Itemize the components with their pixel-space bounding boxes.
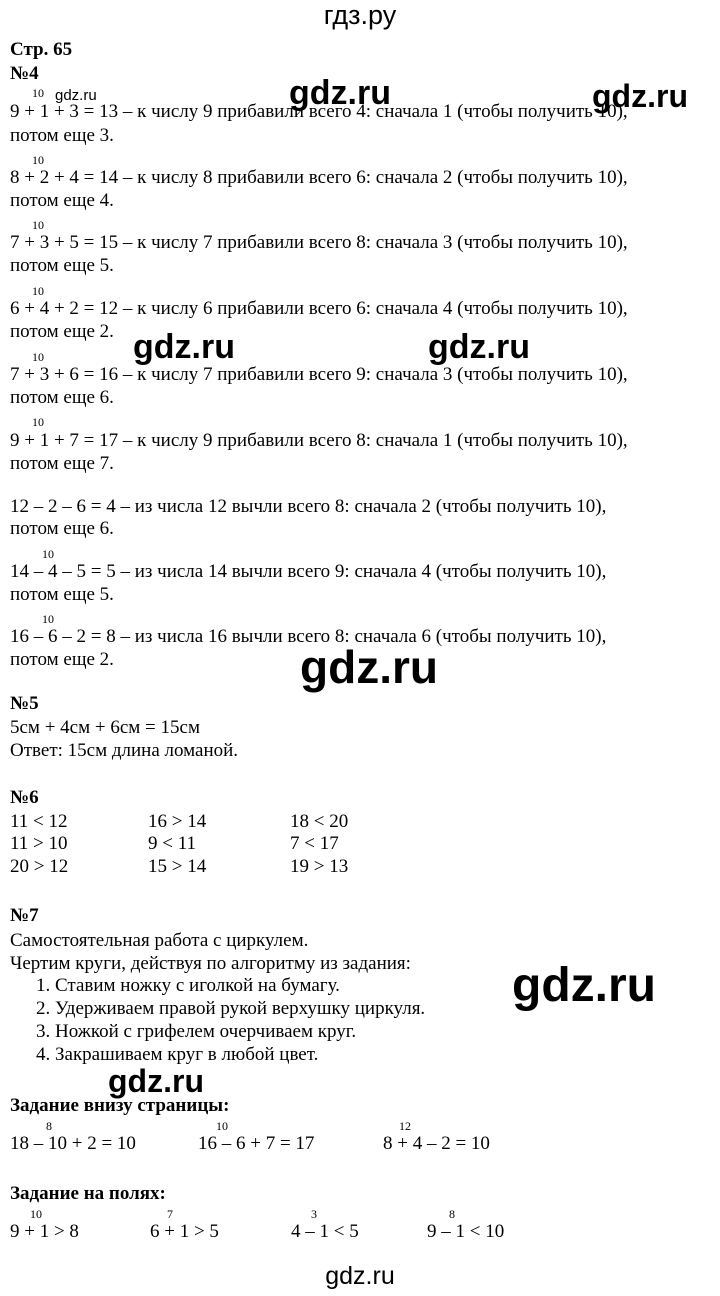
watermark: gdz.ru xyxy=(512,959,656,1012)
site-footer: gdz.ru xyxy=(325,1262,395,1290)
task4-item-line: потом еще 2. xyxy=(10,321,114,342)
task4-item-line: 9 + 1 + 7 = 17 – к числу 9 прибавили всего 8: сначала 1 (чтобы получить 10), xyxy=(10,430,628,451)
task7-step: 3. Ножкой с грифелем очерчиваем круг. xyxy=(36,1021,357,1042)
task4-item-line: 7 + 3 + 6 = 16 – к числу 7 прибавили всего 9: сначала 3 (чтобы получить 10), xyxy=(10,364,628,385)
watermark: gdz.ru xyxy=(289,74,391,112)
task4-item-sup: 10 xyxy=(42,612,54,626)
task4-item-line: потом еще 5. xyxy=(10,584,114,605)
task5-line: 5см + 4см + 6см = 15см xyxy=(10,717,200,738)
comparison: 9 < 11 xyxy=(148,833,197,854)
comparison: 7 < 17 xyxy=(290,833,339,854)
task4-item-line: потом еще 7. xyxy=(10,453,114,474)
task4-title: №4 xyxy=(10,63,39,84)
bottom-task-expr: 18 – 10 + 2 = 10 xyxy=(10,1133,136,1154)
task5-title: №5 xyxy=(10,693,39,714)
bottom-task-expr: 16 – 6 + 7 = 17 xyxy=(198,1133,315,1154)
bottom-task-sup: 10 xyxy=(216,1119,228,1133)
task4-item-line: потом еще 6. xyxy=(10,518,114,539)
task4-item-line: 6 + 4 + 2 = 12 – к числу 6 прибавили всего 6: сначала 4 (чтобы получить 10), xyxy=(10,298,628,319)
task4-item-line: потом еще 2. xyxy=(10,649,114,670)
task4-item-line: 8 + 2 + 4 = 14 – к числу 8 прибавили всего 6: сначала 2 (чтобы получить 10), xyxy=(10,167,628,188)
comparison: 20 > 12 xyxy=(10,856,69,877)
comparison: 11 < 12 xyxy=(10,811,68,832)
task4-item-sup: 10 xyxy=(32,415,44,429)
task7-step: 1. Ставим ножку с иголкой на бумагу. xyxy=(36,975,340,996)
comparison: 18 < 20 xyxy=(290,811,349,832)
task6-title: №6 xyxy=(10,787,39,808)
site-header: гдз.ру xyxy=(323,0,397,30)
task4-item-line: потом еще 3. xyxy=(10,125,114,146)
margin-task-expr: 6 + 1 > 5 xyxy=(150,1221,219,1242)
task5-answer: Ответ: 15см длина ломаной. xyxy=(10,740,239,761)
margin-task-sup: 3 xyxy=(311,1207,317,1221)
bottom-task-expr: 8 + 4 – 2 = 10 xyxy=(383,1133,490,1154)
margin-task-expr: 4 – 1 < 5 xyxy=(291,1221,359,1242)
comparison: 16 > 14 xyxy=(148,811,207,832)
margin-task-expr: 9 – 1 < 10 xyxy=(427,1221,505,1242)
task4-item-sup: 10 xyxy=(42,547,54,561)
comparison: 19 > 13 xyxy=(290,856,349,877)
task4-item-sup: 10 xyxy=(32,153,44,167)
task7-line: Самостоятельная работа с циркулем. xyxy=(10,930,309,951)
task7-step: 2. Удерживаем правой рукой верхушку циркуля. xyxy=(36,998,426,1019)
task4-item-line: 9 + 1 + 3 = 13 – к числу 9 прибавили всего 4: сначала 1 (чтобы получить 10), xyxy=(10,101,628,122)
task4-item-sup: 10 xyxy=(32,284,44,298)
task4-item-line: 7 + 3 + 5 = 15 – к числу 7 прибавили всего 8: сначала 3 (чтобы получить 10), xyxy=(10,232,628,253)
comparison: 15 > 14 xyxy=(148,856,207,877)
comparison: 11 > 10 xyxy=(10,833,68,854)
task7-step: 4. Закрашиваем круг в любой цвет. xyxy=(36,1044,319,1065)
task4-item-line: потом еще 6. xyxy=(10,387,114,408)
margin-task-sup: 7 xyxy=(167,1207,173,1221)
task4-item-line: 16 – 6 – 2 = 8 – из числа 16 вычли всего 8: сначала 6 (чтобы получить 10), xyxy=(10,626,607,647)
bottom-task-title: Задание внизу страницы: xyxy=(10,1095,230,1116)
task4-item-line: 14 – 4 – 5 = 5 – из числа 14 вычли всего 9: сначала 4 (чтобы получить 10), xyxy=(10,561,607,582)
watermark: gdz.ru xyxy=(55,87,97,104)
task4-item-line: 12 – 2 – 6 = 4 – из числа 12 вычли всего 8: сначала 2 (чтобы получить 10), xyxy=(10,496,607,517)
task4-item-sup: 10 xyxy=(32,218,44,232)
bottom-task-sup: 12 xyxy=(399,1119,411,1133)
page-reference: Стр. 65 xyxy=(10,39,73,60)
task7-title: №7 xyxy=(10,905,39,926)
task4-item-line: потом еще 4. xyxy=(10,190,114,211)
watermark: gdz.ru xyxy=(428,328,530,366)
bottom-task-sup: 8 xyxy=(46,1119,52,1133)
watermark: gdz.ru xyxy=(592,78,688,114)
task4-item-sup: 10 xyxy=(32,350,44,364)
margin-task-sup: 8 xyxy=(449,1207,455,1221)
watermark: gdz.ru xyxy=(108,1063,204,1099)
margin-task-title: Задание на полях: xyxy=(10,1183,166,1204)
task4-item-sup: 10 xyxy=(32,86,44,100)
watermark: gdz.ru xyxy=(133,328,235,366)
margin-task-sup: 10 xyxy=(30,1207,42,1221)
task4-item-line: потом еще 5. xyxy=(10,255,114,276)
watermark: gdz.ru xyxy=(300,641,438,693)
task7-line: Чертим круги, действуя по алгоритму из задания: xyxy=(10,953,411,974)
margin-task-expr: 9 + 1 > 8 xyxy=(10,1221,79,1242)
